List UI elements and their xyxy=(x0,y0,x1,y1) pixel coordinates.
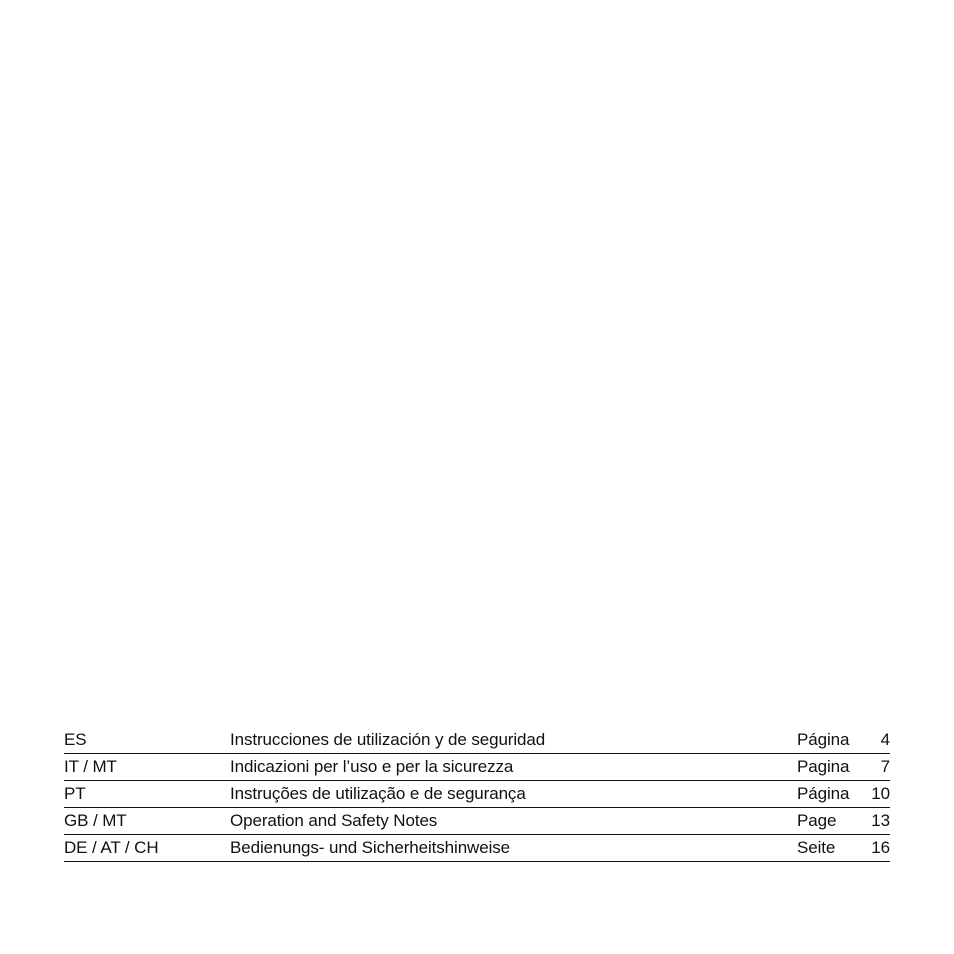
page-number: 4 xyxy=(880,730,890,749)
page-number: 13 xyxy=(871,811,890,830)
section-title: Bedienungs- und Sicherheitshinweise xyxy=(230,838,511,857)
page-label: Página xyxy=(797,784,850,803)
page-label: Página xyxy=(797,730,850,749)
page-number: 16 xyxy=(871,838,890,857)
table-of-contents xyxy=(64,727,890,862)
section-title: Indicazioni per l’uso e per la sicurezza xyxy=(230,757,514,776)
language-code: PT xyxy=(64,784,86,803)
toc-row-es xyxy=(64,727,890,754)
page-label: Seite xyxy=(797,838,836,857)
section-title: Instruções de utilização e de segurança xyxy=(230,784,526,803)
language-code: ES xyxy=(64,730,87,749)
toc-row-pt xyxy=(64,781,890,808)
page-number: 7 xyxy=(880,757,890,776)
toc-row-de-at-ch xyxy=(64,835,890,862)
language-code: DE / AT / CH xyxy=(64,838,159,857)
toc-row-it-mt xyxy=(64,754,890,781)
section-title: Instrucciones de utilización y de seguridad xyxy=(230,730,546,749)
page-label: Page xyxy=(797,811,837,830)
language-code: GB / MT xyxy=(64,811,127,830)
page-number: 10 xyxy=(871,784,890,803)
language-code: IT / MT xyxy=(64,757,117,776)
toc-row-gb-mt xyxy=(64,808,890,835)
section-title: Operation and Safety Notes xyxy=(230,811,438,830)
page-label: Pagina xyxy=(797,757,850,776)
